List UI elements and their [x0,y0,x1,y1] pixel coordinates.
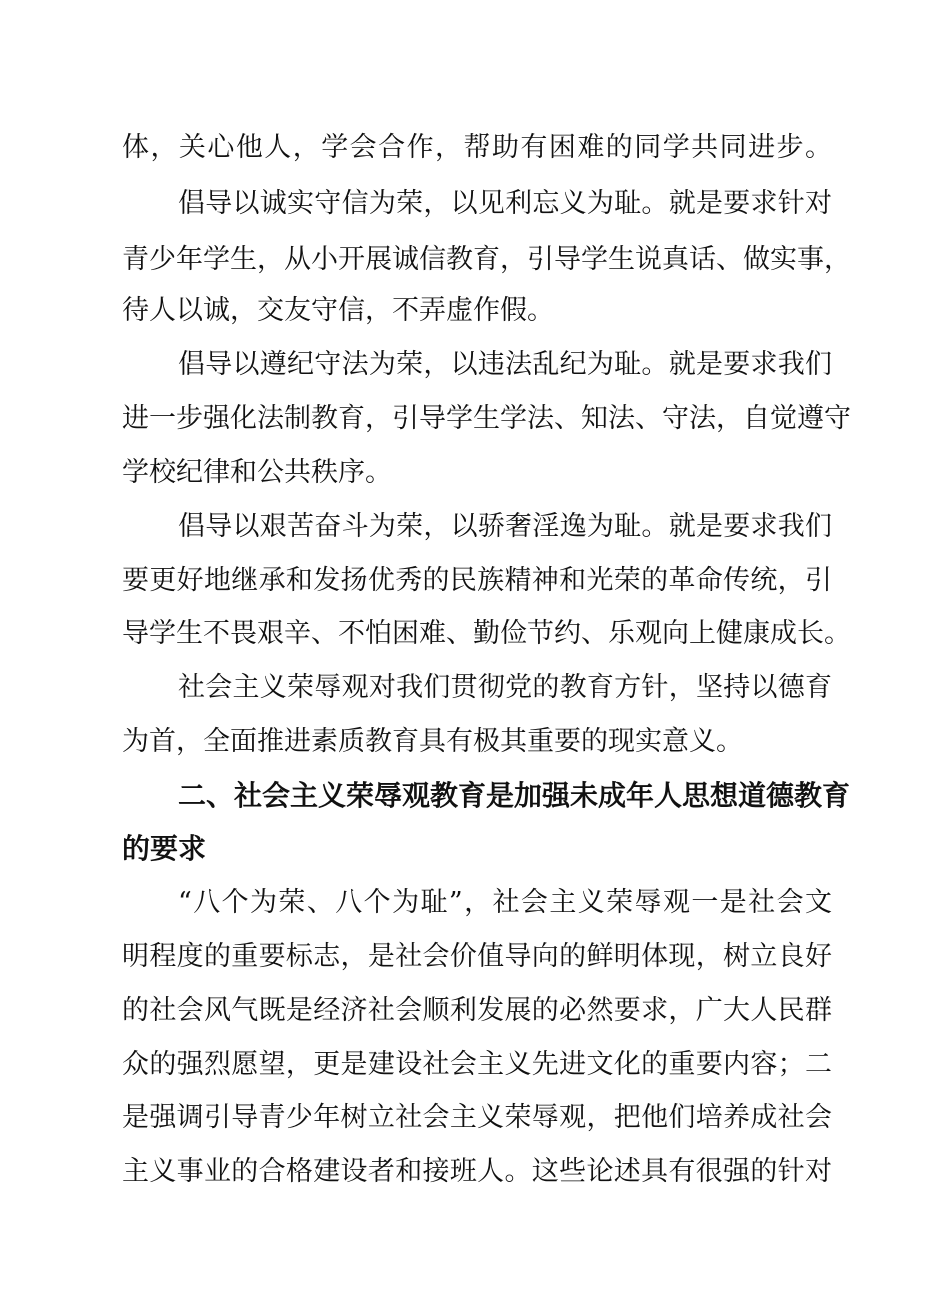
section-heading-continued: 的要求 [122,832,207,865]
section-heading: 二、社会主义荣辱观教育是加强未成年人思想道德教育 [178,779,851,812]
text-line: 众的强烈愿望，更是建设社会主义先进文化的重要内容；二 [122,1049,832,1080]
paragraph-first-line: “八个为荣、八个为耻”，社会主义荣辱观一是社会文 [178,887,832,918]
text-line: 的社会风气既是经济社会顺利发展的必然要求，广大人民群 [122,995,832,1026]
text-line: 为首，全面推进素质教育具有极其重要的现实意义。 [122,726,743,757]
text-line: 学校纪律和公共秩序。 [122,457,392,488]
text-line: 明程度的重要标志，是社会价值导向的鲜明体现，树立良好 [122,941,832,972]
text-line: 体，关心他人，学会合作，帮助有困难的同学共同进步。 [122,132,832,163]
text-line: 要更好地继承和发扬优秀的民族精神和光荣的革命传统，引 [122,565,832,596]
paragraph-first-line: 倡导以艰苦奋斗为荣，以骄奢淫逸为耻。就是要求我们 [178,511,832,542]
text-line: 主义事业的合格建设者和接班人。这些论述具有很强的针对 [122,1156,832,1187]
text-line: 待人以诚，交友守信，不弄虚作假。 [122,295,554,326]
text-line: 导学生不畏艰辛、不怕困难、勤俭节约、乐观向上健康成长。 [122,618,851,649]
text-line: 青少年学生，从小开展诚信教育，引导学生说真话、做实事， [122,244,851,275]
paragraph-first-line: 倡导以诚实守信为荣，以见利忘义为耻。就是要求针对 [178,188,832,219]
text-line: 进一步强化法制教育，引导学生学法、知法、守法，自觉遵守 [122,403,851,434]
paragraph-first-line: 倡导以遵纪守法为荣，以违法乱纪为耻。就是要求我们 [178,349,832,380]
paragraph-first-line: 社会主义荣辱观对我们贯彻党的教育方针，坚持以德育 [178,672,832,703]
text-line: 是强调引导青少年树立社会主义荣辱观，把他们培养成社会 [122,1102,832,1133]
